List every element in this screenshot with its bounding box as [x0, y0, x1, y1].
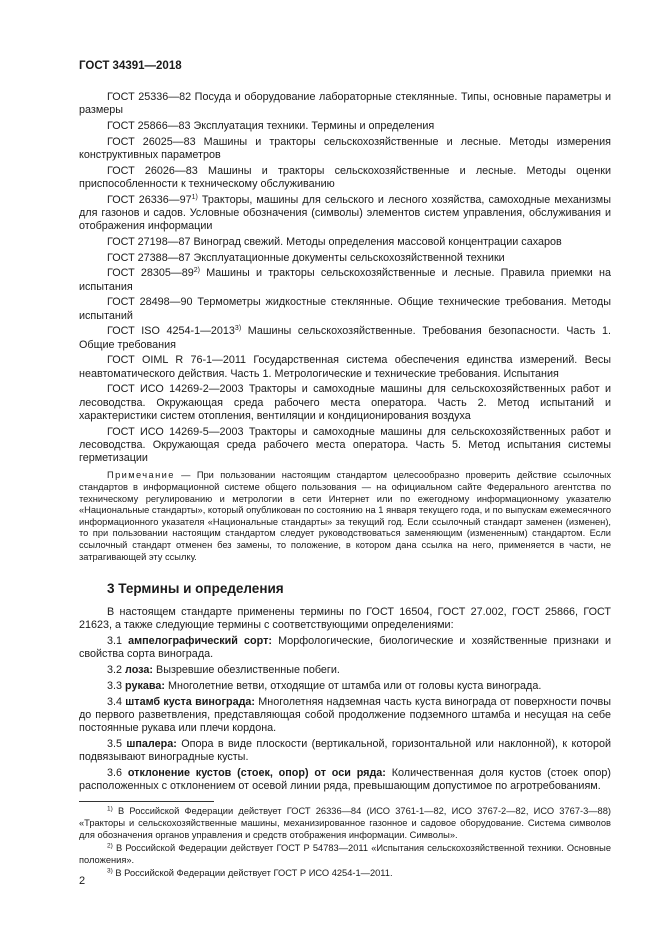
reference-item: ГОСТ 26025—83 Машины и тракторы сельскохозяйственные и лесные. Методы измерения конструктивных параметров — [79, 135, 611, 161]
reference-item: ГОСТ 26026—83 Машины и тракторы сельскохозяйственные и лесные. Методы оценки приспособленности к техническому обслуживанию — [79, 164, 611, 190]
reference-item: ГОСТ 28305—89$^{2)}$ Машины и тракторы сельскохозяйственные и лесные. Правила приемки на испытания — [79, 267, 611, 293]
reference-item: ГОСТ ISO 4254-1—2013$^{3)}$ Машины сельскохозяйственные. Требования безопасности. Часть 1. Общие требования — [79, 325, 611, 351]
note-label: Примечание — [107, 470, 175, 481]
term-item: 3.3 рукава: Многолетние ветви, отходящие от штамба или от головы куста винограда. — [107, 679, 542, 692]
reference-item: ГОСТ ИСО 14269-2—2003 Тракторы и самоходные машины для сельскохозяйственных работ и лесоводства. Окружающая среда рабочего места оператора. Часть 2. Метод испытаний и характеристики систем отопления, вентиляции и кондиционирования воздуха — [79, 383, 611, 422]
references-list — [79, 91, 611, 465]
reference-item: ГОСТ OIML R 76-1—2011 Государственная система обеспечения единства измерений. Весы неавтоматического действия. Часть 1. Метрологические и технические требования. Испытания — [79, 354, 611, 380]
footnote: $^{3)}$ В Российской Федерации действует ГОСТ Р ИСО 4254-1—2011. — [107, 867, 393, 879]
term-name: шпалера: — [126, 737, 177, 750]
term-item: 3.5 шпалера: Опора в виде плоскости (вертикальной, горизонтальной или наклонной), к которой подвязывают виноградные кусты. — [79, 737, 611, 764]
term-item: 3.4 штамб куста винограда: Многолетняя надземная часть куста винограда от поверхности почвы до первого разветвления, представляющая собой продолжение подземного штамба и несущая на себе постоянные рукава или плечи кордона. — [79, 695, 612, 735]
footnote: $^{2)}$ В Российской Федерации действует ГОСТ Р 54783—2011 «Испытания сельскохозяйственной техники. Основные положения». — [79, 842, 611, 865]
footnote-marker: 3) — [234, 325, 242, 333]
term-name: лоза: — [125, 664, 154, 677]
footnote-divider — [79, 801, 214, 802]
section-title: 3 Термины и определения — [107, 581, 284, 597]
reference-item: ГОСТ 27388—87 Эксплуатационные документы сельскохозяйственной техники — [107, 251, 505, 264]
page-header: ГОСТ 34391—2018 — [79, 60, 182, 72]
footnote-marker: 1) — [191, 193, 198, 201]
reference-item: ГОСТ ИСО 14269-5—2003 Тракторы и самоходные машины для сельскохозяйственных работ и лесоводства. Окружающая среда рабочего места оператора. Часть 5. Метод испытания системы герметизации — [79, 425, 611, 465]
section-intro: В настоящем стандарте применены термины по ГОСТ 16504, ГОСТ 27.002, ГОСТ 25866, ГОСТ 21623, а также следующие термины с соответствующими определениями: — [79, 606, 611, 632]
reference-item: ГОСТ 25336—82 Посуда и оборудование лабораторные стеклянные. Типы, основные параметры и размеры — [79, 91, 611, 117]
page-number: 2 — [79, 875, 86, 887]
footnote-marker: 3) — [107, 867, 113, 875]
page-content — [79, 91, 611, 882]
term-item: 3.2 лоза: Вызревшие обезлиственные побеги. — [107, 664, 340, 677]
footnote-marker: 1) — [107, 805, 113, 813]
footnote-marker: 2) — [193, 267, 200, 275]
reference-item: ГОСТ 25866—83 Эксплуатация техники. Термины и определения — [107, 119, 435, 132]
term-item: 3.6 отклонение кустов (стоек, опор) от оси ряда: Количественная доля кустов (стоек опор) расположенных с отклонением от осевой линии ряда, превышающим допустимое по агротребованиям. — [79, 766, 611, 793]
term-name: штамб куста винограда: — [125, 695, 256, 708]
reference-item: ГОСТ 26336—97$^{1)}$ Тракторы, машины для сельского и лесного хозяйства, самоходные механизмы для газонов и садов. Условные обозначения (символы) элементов систем управления, обслуживания и отображения информации — [79, 193, 611, 233]
term-item: 3.1 ампелографический сорт: Морфологические, биологические и хозяйственные признаки и свойства сорта винограда. — [79, 635, 612, 661]
term-name: отклонение кустов (стоек, опор) от оси ряда: — [127, 766, 386, 779]
term-name: рукава: — [125, 679, 165, 692]
reference-item: ГОСТ 28498—90 Термометры жидкостные стеклянные. Общие технические требования. Методы испытаний — [79, 296, 611, 322]
reference-item: ГОСТ 27198—87 Виноград свежий. Методы определения массовой концентрации сахаров — [107, 235, 562, 248]
footnotes — [79, 806, 611, 880]
term-name: ампелографический сорт: — [128, 635, 272, 648]
terms-list — [79, 635, 611, 793]
note-paragraph: Примечание — При пользовании настоящим стандартом целесообразно проверить действие ссылочных стандартов в информационной системе общего пользования — на официальном сайте Федерального агентства по техническому регулированию и метрологии в сети Интернет или по ежегодному информационному указателю «Национальные стандарты», который опубликован по состоянию на 1 января текущего года, и по выпускам ежемесячного информационного указателя «Национальные стандарты» за текущий год. Если ссылочный стандарт заменен (изменен), то при пользовании настоящим стандартом следует руководствоваться заменяющим (измененным) стандартом. Если ссылочный стандарт отменен без замены, то положение, в котором дана ссылка на него, применяется в части, не затрагивающей эту ссылку. — [79, 470, 611, 562]
footnote: $^{1)}$ В Российской Федерации действует ГОСТ 26336—84 (ИСО 3761-1—82, ИСО 3767-2—82, ИСО 3767-3—88) «Тракторы и сельскохозяйственные машины, механизированное газонное и садовое оборудование. Система символов для обозначения органов управления и средств отображения информации. Символы». — [79, 805, 611, 840]
footnote-marker: 2) — [107, 842, 113, 850]
